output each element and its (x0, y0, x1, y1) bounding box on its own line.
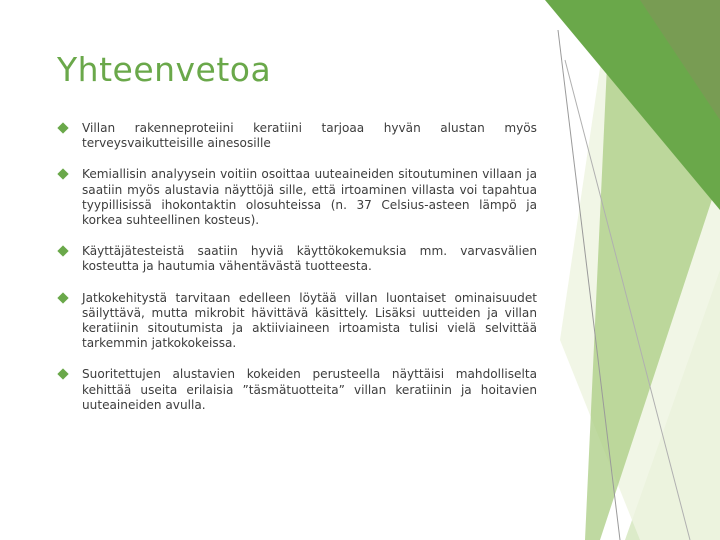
list-item (57, 291, 537, 352)
bullet-text: Jatkokehitystä tarvitaan edelleen löytää villan luontaiset ominaisuudet säilyttävä, mutta mikrobit hävittävä käsittely. Lisäksi uutteiden ja villan keratiinin sitoutumista ja aktiiviaineen irtoamista tulisi vielä selvittää tarkemmin jatkokokeissa. (82, 290, 537, 351)
diamond-bullet-icon (57, 369, 68, 380)
diamond-bullet-icon (57, 292, 68, 303)
list-item (57, 121, 537, 151)
diamond-bullet-icon (57, 169, 68, 180)
list-item (57, 167, 537, 228)
bullet-text: Villan rakenneproteiini keratiini tarjoaa hyvän alustan myös terveysvaikutteisille ainesosille (82, 121, 537, 151)
bullet-text: Kemiallisin analyysein voitiin osoittaa uuteaineiden sitoutuminen villaan ja saatiin myös alustavia näyttöjä sille, että irtoaminen villasta voi tapahtua tyypillisissä ihokontaktin olosuhteissa (n. 37 Celsius-asteen lämpö ja korkea suhteellinen kosteus). (82, 167, 537, 228)
slide-title: Yhteenvetoa (57, 50, 272, 89)
list-item (57, 367, 537, 413)
diamond-bullet-icon (57, 122, 68, 133)
bullet-list (57, 121, 537, 429)
bullet-text: Suoritettujen alustavien kokeiden perusteella näyttäisi mahdolliselta kehittää useita erilaisia ”täsmätuotteita” villan keratiinin ja hoitavien uuteaineiden avulla. (82, 367, 537, 412)
list-item (57, 244, 537, 274)
diamond-bullet-icon (57, 246, 68, 257)
bullet-text: Käyttäjätesteistä saatiin hyviä käyttökokemuksia mm. varvasvälien kosteutta ja hautumia vähentävästä tuotteesta. (82, 244, 537, 274)
